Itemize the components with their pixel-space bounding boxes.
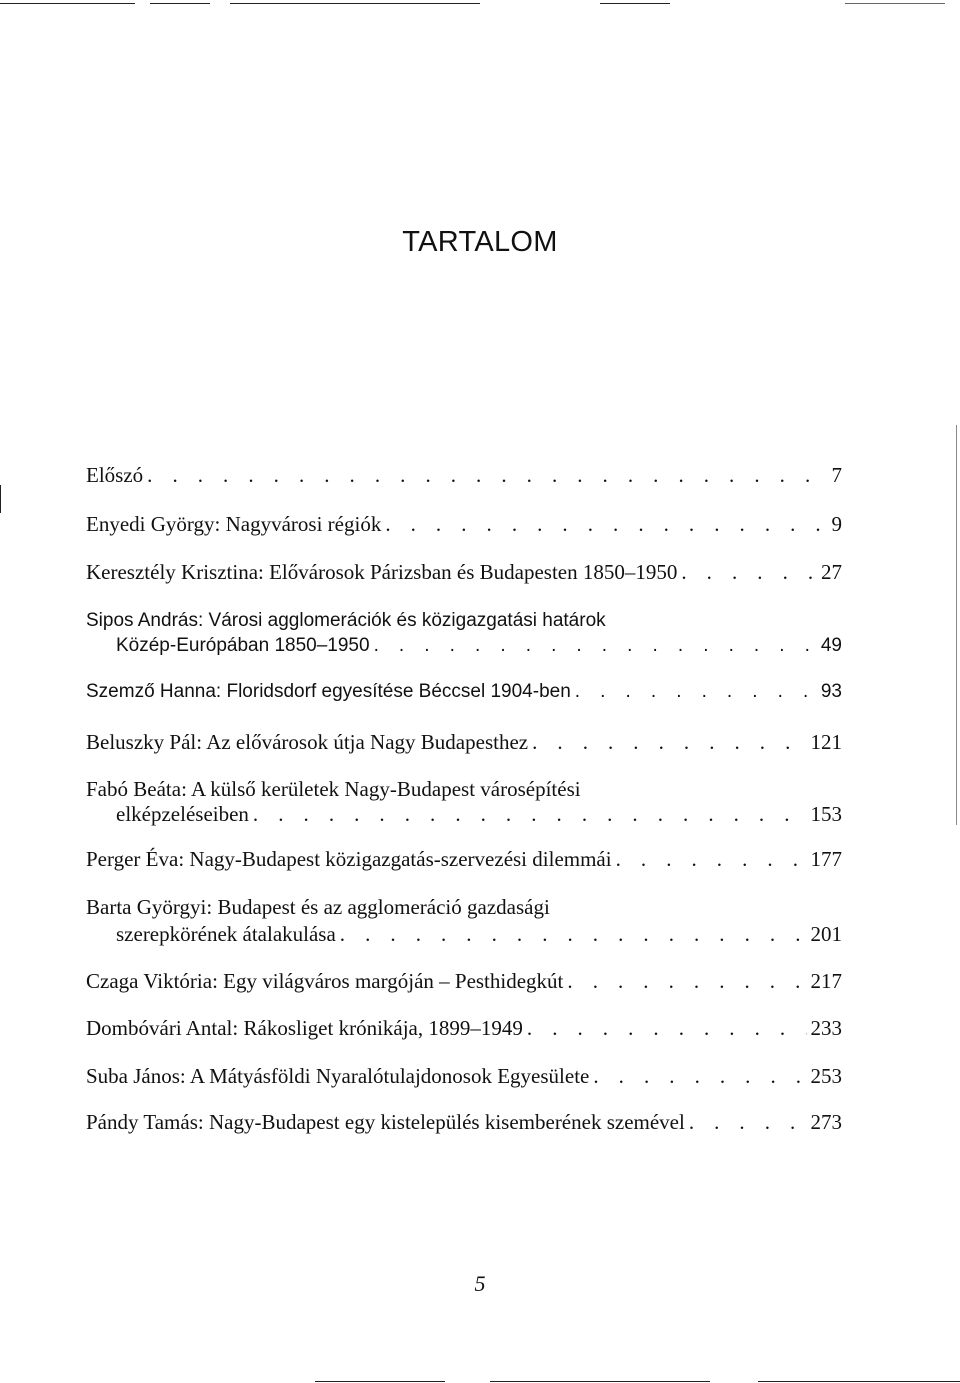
toc-entry-title: Egy világváros margóján – Pesthidegkút — [223, 969, 564, 993]
dot-leader — [340, 921, 807, 947]
toc-entry-title: Floridsdorf egyesítése Béccsel 1904-ben — [226, 681, 571, 702]
toc-entry-author: Czaga Viktória — [86, 969, 213, 993]
toc-entry-suba: Suba János: A Mátyásföldi Nyaralótulajdonosok Egyesülete . . . 253 — [86, 1063, 842, 1089]
toc-entry-page: 153 — [810, 802, 842, 826]
toc-entry-page: 121 — [810, 730, 842, 754]
dot-leader — [689, 1109, 807, 1135]
toc-entry-author: Fabó Beáta — [86, 777, 182, 801]
dot-leader — [616, 846, 807, 872]
toc-entry-title: A külső kerületek Nagy-Budapest városépítési — [191, 777, 581, 801]
toc-entry-title-cont: elképzeléseiben — [116, 802, 249, 826]
toc-entry-title: Nagy-Budapest közigazgatás-szervezési dilemmái — [189, 847, 612, 871]
toc-entry-author: Suba János — [86, 1064, 180, 1088]
scan-line-top-5 — [845, 3, 945, 4]
table-of-contents — [86, 0, 842, 1383]
toc-entry-author: Beluszky Pál — [86, 730, 197, 754]
toc-entry-title: A Mátyásföldi Nyaralótulajdonosok Egyesülete — [189, 1064, 590, 1088]
toc-entry-fabo-cont — [116, 801, 842, 827]
toc-entry-page: 49 — [820, 635, 842, 656]
toc-entry-title: Budapest és az agglomeráció gazdasági — [217, 895, 550, 919]
toc-entry-perger: Perger Éva: Nagy-Budapest közigazgatás-szervezési dilemmái . . . 177 — [86, 846, 842, 872]
dot-leader — [575, 679, 817, 705]
toc-entry-title: Városi agglomerációk és közigazgatási határok — [208, 610, 606, 631]
dot-leader — [593, 1063, 806, 1089]
dot-leader — [374, 633, 817, 659]
dot-leader — [253, 801, 807, 827]
toc-entry-title: Elővárosok Párizsban és Budapesten 1850–1950 — [269, 560, 678, 584]
scan-line-right — [956, 425, 957, 825]
toc-entry-author: Enyedi György — [86, 512, 215, 536]
toc-entry-page: 9 — [831, 512, 842, 536]
dot-leader — [532, 729, 806, 755]
dot-leader — [385, 511, 827, 537]
toc-entry-author: Dombóvári Antal — [86, 1016, 233, 1040]
toc-entry-page: 93 — [820, 681, 842, 702]
page-title: TARTALOM — [402, 226, 558, 258]
toc-entry-pandy: Pándy Tamás: Nagy-Budapest egy kistelepülés kisemberének szemével . . . 273 — [86, 1109, 842, 1135]
dot-leader — [527, 1015, 807, 1041]
toc-entry-enyedi: Enyedi György: Nagyvárosi régiók . . . 9 — [86, 511, 842, 537]
toc-entry-sipos: Sipos András: Városi agglomerációk és közigazgatási határok — [86, 610, 606, 631]
toc-entry-beluszky: Beluszky Pál: Az elővárosok útja Nagy Budapesthez . . . 121 — [86, 729, 842, 755]
toc-entry-szemzo: Szemző Hanna: Floridsdorf egyesítése Béccsel 1904-ben . . . 93 — [86, 679, 842, 705]
toc-entry-title: Nagyvárosi régiók — [225, 512, 382, 536]
toc-entry-author: Sipos András — [86, 610, 198, 631]
toc-entry-page: 27 — [821, 560, 842, 584]
toc-entry-title-cont: szerepkörének átalakulása — [116, 922, 336, 946]
scan-line-left — [0, 485, 1, 513]
toc-entry-author: Barta Györgyi — [86, 895, 207, 919]
toc-entry-page: 177 — [810, 847, 842, 871]
toc-entry-page: 273 — [810, 1110, 842, 1134]
toc-entry-title: Előszó — [86, 463, 144, 487]
toc-entry-page: 253 — [810, 1064, 842, 1088]
toc-entry-barta: Barta Györgyi: Budapest és az agglomeráció gazdasági — [86, 895, 550, 919]
toc-entry-page: 7 — [831, 463, 842, 487]
toc-entry-fabo: Fabó Beáta: A külső kerületek Nagy-Budapest városépítési — [86, 777, 581, 801]
dot-leader — [681, 559, 817, 585]
toc-entry-author: Szemző Hanna — [86, 681, 216, 702]
toc-entry-sipos-cont — [116, 633, 842, 659]
toc-entry-page: 233 — [810, 1016, 842, 1040]
toc-entry-page: 201 — [810, 922, 842, 946]
page-number: 5 — [474, 1271, 486, 1296]
dot-leader — [567, 968, 806, 994]
toc-entry-title-cont: Közép-Európában 1850–1950 — [116, 635, 370, 656]
toc-entry-eloszo — [86, 462, 842, 488]
dot-leader — [147, 462, 827, 488]
toc-entry-author: Pándy Tamás — [86, 1110, 198, 1134]
toc-entry-page: 217 — [810, 969, 842, 993]
toc-entry-title: Nagy-Budapest egy kistelepülés kisemberének szemével — [208, 1110, 685, 1134]
toc-entry-title: Az elővárosok útja Nagy Budapesthez — [206, 730, 529, 754]
toc-entry-title: Rákosliget krónikája, 1899–1949 — [243, 1016, 523, 1040]
toc-entry-barta-cont — [116, 921, 842, 947]
toc-entry-czaga: Czaga Viktória: Egy világváros margóján – Pesthidegkút . . . 217 — [86, 968, 842, 994]
toc-entry-author: Perger Éva — [86, 847, 179, 871]
toc-entry-kereszteley: Keresztély Krisztina: Elővárosok Párizsban és Budapesten 1850–1950 . . . 27 — [86, 559, 842, 585]
toc-entry-author: Keresztély Krisztina — [86, 560, 259, 584]
toc-entry-dombovari: Dombóvári Antal: Rákosliget krónikája, 1899–1949 . . . 233 — [86, 1015, 842, 1041]
